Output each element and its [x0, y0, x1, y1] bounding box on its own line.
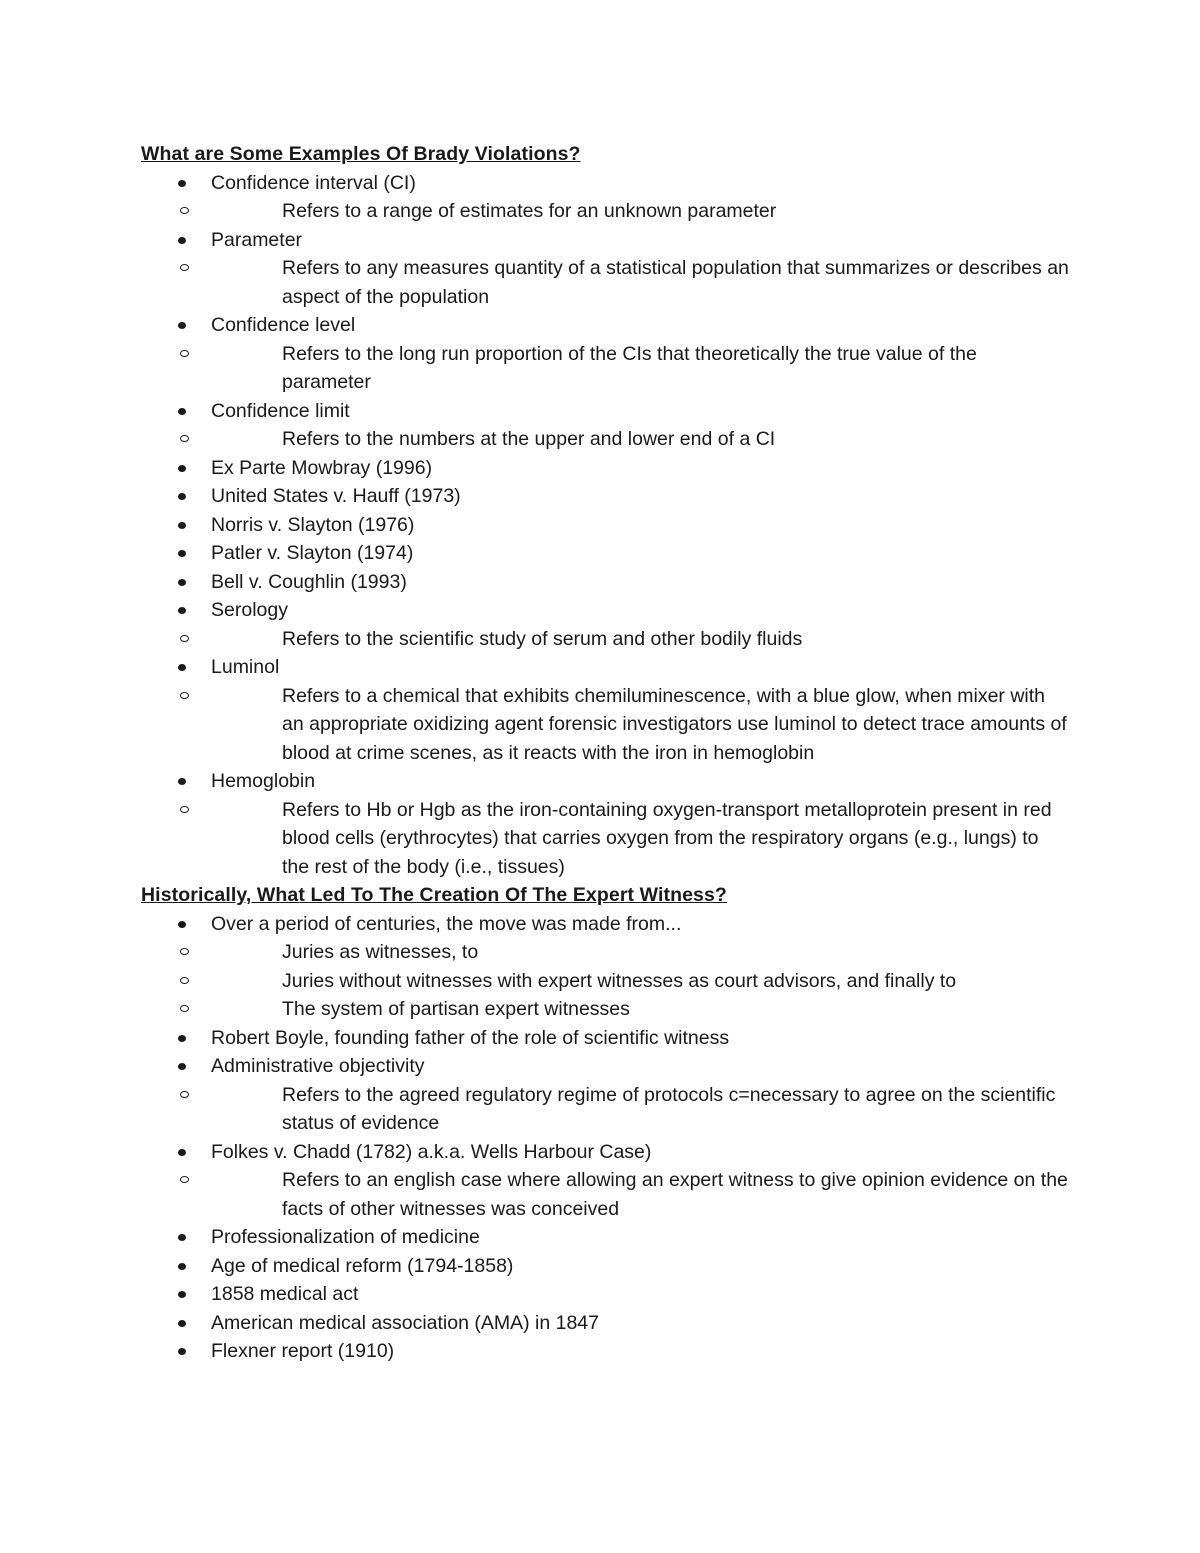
list-item-text: Over a period of centuries, the move was made from... [211, 912, 682, 935]
filled-bullet-icon [178, 493, 186, 500]
list-item [141, 910, 1071, 1024]
list-item-text: Bell v. Coughlin (1993) [211, 570, 407, 593]
sub-list-item-text: Juries without witnesses with expert witnesses as court advisors, and finally to [282, 969, 957, 992]
list-item [141, 1052, 1071, 1138]
filled-bullet-icon [178, 1234, 186, 1241]
list-item-text: Administrative objectivity [211, 1055, 425, 1077]
hollow-bullet-icon [180, 692, 189, 699]
sub-bullet-list [211, 1166, 1071, 1223]
list-item-text: Age of medical reform (1794-1858) [211, 1254, 514, 1277]
filled-bullet-icon [178, 522, 186, 529]
sub-list-item-text: Refers to the scientific study of serum and other bodily fluids [282, 627, 803, 650]
filled-bullet-icon [178, 1149, 186, 1156]
bullet-list [141, 910, 1071, 1366]
list-item-text: Confidence level [211, 314, 356, 336]
sub-list-item [211, 938, 1071, 967]
hollow-bullet-icon [180, 207, 189, 214]
filled-bullet-icon [178, 607, 186, 614]
sub-list-item-text: Refers to the long run proportion of the CIs that theoretically the true value of the parameter [282, 342, 977, 393]
sub-list-item [211, 625, 1071, 654]
list-item [141, 454, 1071, 483]
filled-bullet-icon [178, 579, 186, 586]
sub-list-item-text: Refers to any measures quantity of a statistical population that summarizes or describes an aspect of the population [282, 257, 1069, 308]
list-item [141, 311, 1071, 397]
sub-list-item-text: Refers to a chemical that exhibits chemiluminescence, with a blue glow, when mixer with an appropriate oxidizing agent forensic investigators use luminol to detect trace amounts of blood at crime scenes, as it reacts with the iron in hemoglobin [282, 684, 1067, 764]
list-item-text: Folkes v. Chadd (1782) a.k.a. Wells Harbour Case) [211, 1140, 652, 1163]
sub-bullet-list [211, 796, 1071, 882]
list-item [141, 596, 1071, 653]
list-item [141, 169, 1071, 226]
filled-bullet-icon [178, 465, 186, 472]
sub-list-item [211, 995, 1071, 1024]
list-item-text: Patler v. Slayton (1974) [211, 542, 414, 564]
list-item [141, 482, 1071, 511]
list-item [141, 397, 1071, 454]
filled-bullet-icon [178, 1263, 186, 1270]
list-item-text: 1858 medical act [211, 1283, 359, 1305]
hollow-bullet-icon [180, 264, 189, 271]
list-item [141, 1309, 1071, 1338]
filled-bullet-icon [178, 1035, 186, 1042]
sub-list-item [211, 1166, 1071, 1223]
list-item [141, 1223, 1071, 1252]
sub-list-item [211, 967, 1071, 996]
list-item-text: Luminol [211, 656, 280, 678]
document-content [141, 140, 1071, 1366]
hollow-bullet-icon [180, 1176, 189, 1183]
list-item [141, 1280, 1071, 1309]
sub-list-item [211, 340, 1071, 397]
hollow-bullet-icon [180, 435, 189, 442]
section-heading: What are Some Examples Of Brady Violations? [141, 143, 581, 165]
list-item-text: United States v. Hauff (1973) [211, 485, 461, 507]
list-item [141, 653, 1071, 767]
list-item-text: Hemoglobin [211, 770, 316, 792]
sub-list-item-text: Refers to the agreed regulatory regime of protocols c=necessary to agree on the scientific status of evidence [282, 1083, 1056, 1134]
sub-list-item-text: Refers to Hb or Hgb as the iron-containing oxygen-transport metalloprotein present in red blood cells (erythrocytes) that carries oxygen from the respiratory organs (e.g., lungs) to the rest of the body (i.e., tissues) [282, 798, 1052, 878]
list-item [141, 568, 1071, 597]
list-item-text: Professionalization of medicine [211, 1226, 480, 1248]
sub-bullet-list [211, 197, 1071, 226]
filled-bullet-icon [178, 1063, 186, 1070]
sub-list-item [211, 796, 1071, 882]
bullet-list [141, 169, 1071, 882]
list-item [141, 226, 1071, 312]
list-item [141, 1337, 1071, 1366]
filled-bullet-icon [178, 1320, 186, 1327]
hollow-bullet-icon [180, 948, 189, 955]
list-item-text: Ex Parte Mowbray (1996) [211, 456, 433, 479]
sub-bullet-list [211, 682, 1071, 768]
hollow-bullet-icon [180, 1091, 189, 1098]
sub-list-item [211, 425, 1071, 454]
list-item-text: American medical association (AMA) in 1847 [211, 1311, 600, 1334]
list-item-text: Robert Boyle, founding father of the role of scientific witness [211, 1026, 730, 1049]
sub-bullet-list [211, 625, 1071, 654]
sub-list-item-text: The system of partisan expert witnesses [282, 998, 630, 1020]
sub-list-item [211, 1081, 1071, 1138]
list-item [141, 511, 1071, 540]
hollow-bullet-icon [180, 635, 189, 642]
list-item-text: Parameter [211, 228, 303, 251]
list-item [141, 767, 1071, 881]
sub-list-item-text: Refers to the numbers at the upper and lower end of a CI [282, 428, 776, 450]
sub-list-item [211, 254, 1071, 311]
hollow-bullet-icon [180, 977, 189, 984]
filled-bullet-icon [178, 1291, 186, 1298]
filled-bullet-icon [178, 1348, 186, 1355]
list-item [141, 539, 1071, 568]
list-item-text: Confidence limit [211, 399, 350, 422]
sub-list-item [211, 682, 1071, 768]
filled-bullet-icon [178, 237, 186, 244]
section-heading: Historically, What Led To The Creation Of The Expert Witness? [141, 884, 727, 906]
filled-bullet-icon [178, 180, 186, 187]
sub-bullet-list [211, 938, 1071, 1024]
filled-bullet-icon [178, 921, 186, 928]
sub-list-item [211, 197, 1071, 226]
hollow-bullet-icon [180, 806, 189, 813]
filled-bullet-icon [178, 778, 186, 785]
list-item-text: Serology [211, 599, 288, 621]
sub-list-item-text: Refers to an english case where allowing an expert witness to give opinion evidence on the facts of other witnesses was conceived [282, 1169, 1068, 1220]
list-item [141, 1138, 1071, 1224]
sub-list-item-text: Refers to a range of estimates for an unknown parameter [282, 200, 777, 222]
sub-bullet-list [211, 425, 1071, 454]
sub-list-item-text: Juries as witnesses, to [282, 941, 479, 963]
hollow-bullet-icon [180, 350, 189, 357]
filled-bullet-icon [178, 322, 186, 329]
sub-bullet-list [211, 254, 1071, 311]
filled-bullet-icon [178, 550, 186, 557]
list-item [141, 1252, 1071, 1281]
list-item-text: Norris v. Slayton (1976) [211, 513, 415, 536]
list-item [141, 1024, 1071, 1053]
filled-bullet-icon [178, 408, 186, 415]
sub-bullet-list [211, 1081, 1071, 1138]
hollow-bullet-icon [180, 1005, 189, 1012]
list-item-text: Confidence interval (CI) [211, 171, 416, 194]
list-item-text: Flexner report (1910) [211, 1340, 395, 1362]
filled-bullet-icon [178, 664, 186, 671]
sub-bullet-list [211, 340, 1071, 397]
